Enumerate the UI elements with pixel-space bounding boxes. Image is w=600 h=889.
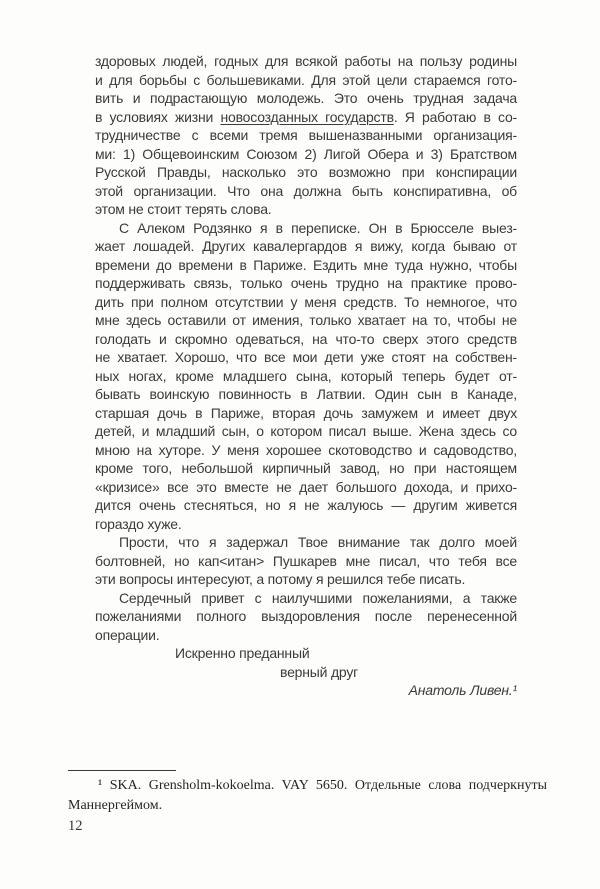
page-number: 12	[68, 818, 83, 834]
text-line: Анатоль Ливен.¹	[408, 682, 517, 698]
text-line: этой организации. Что она должна быть конспиративна, об	[95, 182, 517, 199]
text-line: и для борьбы с большевиками. Для этой цели стараемся гото-	[95, 71, 517, 88]
footnote	[68, 770, 547, 815]
text-line: «кризисе» все это вместе не дает большого дохода, и прихо-	[95, 478, 517, 495]
footnote-line: Маннергеймом.	[68, 797, 163, 813]
text-line: С Алеком Родзянко я в переписке. Он в Брюсселе выез-	[119, 219, 517, 236]
text-line: трудничестве с всеми тремя вышеназванными организация-	[95, 127, 517, 143]
text-line: верный друг	[280, 663, 359, 680]
underlined-text: новосозданных государств	[220, 108, 394, 125]
footnote-divider	[68, 770, 176, 771]
text-line: в условиях жизни новосозданных государств. Я работаю в со-	[95, 108, 517, 125]
text-line: бывать воинскую повинность в Латвии. Один сын в Канаде,	[95, 386, 517, 402]
text-line: мне здесь оставили от имения, только хватает на то, чтобы не	[95, 312, 517, 328]
text-line: дится очень стесняться, но я не жалуюсь — другим живется	[95, 497, 517, 513]
text-line: голодать и скромно одеваться, на что-то сверх этого средств	[95, 330, 517, 347]
text-line: не хватает. Хорошо, что все мои дети уже стоят на собствен-	[95, 349, 517, 365]
text-line: эти вопросы интересуют, а потому я решился тебе писать.	[95, 571, 466, 587]
text-line: Русской Правды, насколько это возможно при конспирации	[95, 164, 517, 180]
text-line: дить при полном отсутствии у меня средств. То немногое, что	[95, 293, 517, 310]
text-line: гораздо хуже.	[95, 515, 182, 532]
text-line: старшая дочь в Париже, вторая дочь замужем и имеет двух	[95, 404, 517, 421]
text-line: детей, и младший сын, о котором писал выше. Жена здесь со	[95, 423, 517, 439]
text-line: здоровых людей, годных для всякой работы на пользу родины	[95, 53, 517, 69]
text-line: ми: 1) Общевоинским Союзом 2) Лигой Обера и 3) Братством	[95, 145, 517, 162]
footnote-lines	[68, 776, 547, 815]
text-line: мною на хуторе. У меня хорошее скотоводство и садоводство,	[95, 441, 517, 458]
text-line: жает лошадей. Других кавалергардов я вижу, когда бываю от	[95, 238, 517, 254]
text-line: Искренно преданный	[175, 645, 310, 661]
text-line: операции.	[95, 626, 160, 643]
text-line: Сердечный привет с наилучшими пожеланиями, а также	[119, 589, 517, 606]
text-line: болтовней, но кап<итан> Пушкарев мне писал, что тебя все	[95, 552, 517, 569]
text-line: пожеланиями полного выздоровления после перенесенной	[95, 608, 517, 624]
text-line: этом не стоит терять слова.	[95, 201, 272, 217]
text-line: времени до времени в Париже. Ездить мне туда нужно, чтобы	[95, 256, 517, 273]
text-line: ных ногах, кроме младшего сына, который теперь будет от-	[95, 367, 517, 384]
letter-body	[95, 52, 517, 700]
text-line: поддерживать связь, только очень трудно на практике прово-	[95, 275, 517, 291]
text-line: вить и подрастающую молодежь. Это очень трудная задача	[95, 90, 517, 106]
text-line: Прости, что я задержал Твое внимание так долго моей	[119, 534, 517, 550]
footnote-line: ¹ SKA. Grensholm-kokoelma. VAY 5650. Отдельные слова подчеркнуты	[98, 778, 547, 793]
text-line: кроме того, небольшой кирпичный завод, но при настоящем	[95, 460, 517, 476]
